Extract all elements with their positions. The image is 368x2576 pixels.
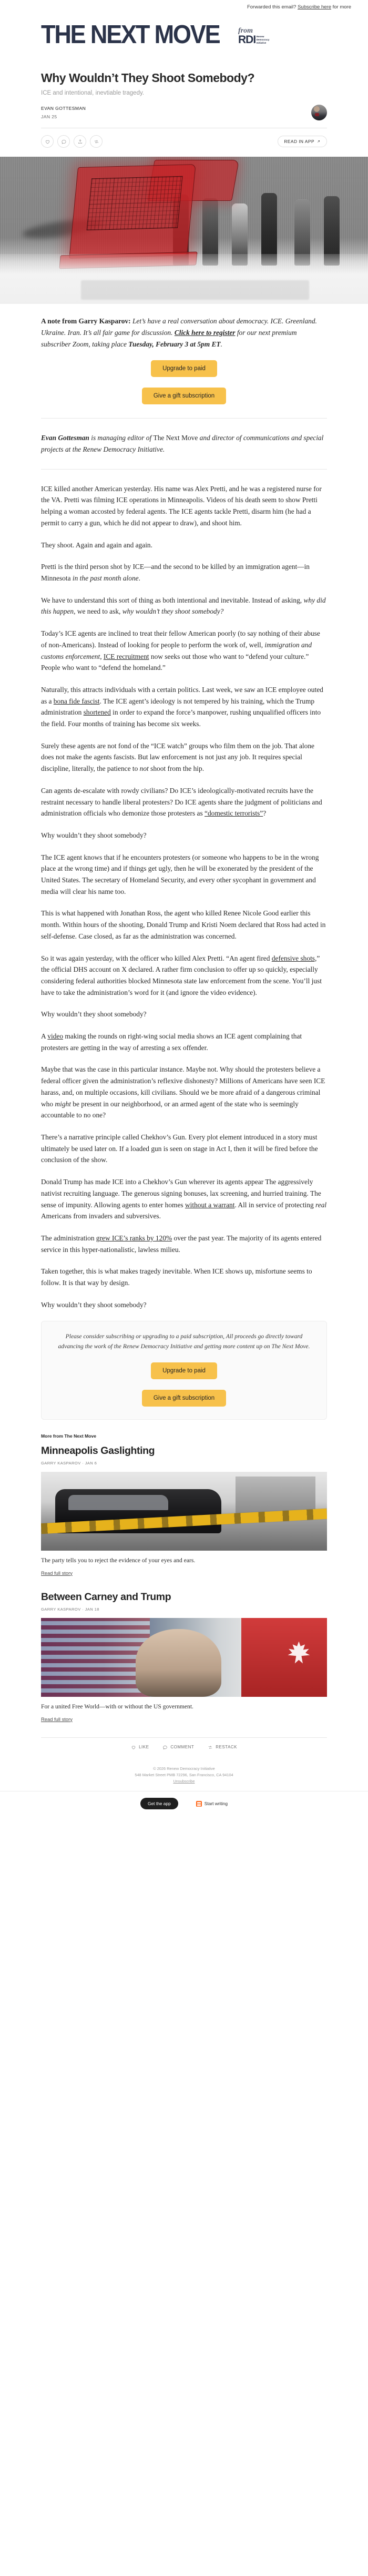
start-writing-label: Start writing — [204, 1801, 228, 1807]
gift-subscription-button-top[interactable]: Give a gift subscription — [142, 388, 226, 404]
restack-icon — [208, 1745, 213, 1750]
bottom-comment-button[interactable] — [162, 1745, 194, 1750]
body-paragraph — [41, 561, 327, 584]
body-paragraph — [41, 852, 327, 898]
body-text: over the past year. The majority of its agents entered service in this hyper-nationalistic, lawless milieu. — [41, 1234, 322, 1254]
body-paragraph — [41, 628, 327, 674]
upgrade-to-paid-button-top[interactable]: Upgrade to paid — [151, 360, 217, 377]
body-text: now seeks out those who want to “defend your culture.” People who want to “defend the homeland.” — [41, 652, 309, 672]
kasparov-note — [41, 315, 327, 350]
body-text: A — [41, 1032, 48, 1041]
author-bio-text-2: and director of communications and special projects at the Renew Democracy Initiative. — [41, 434, 324, 454]
body-text: Why wouldn’t they shoot somebody? — [41, 1010, 147, 1019]
rdi-tagline-line1: Renew — [256, 35, 264, 38]
gift-subscription-button-bottom[interactable]: Give a gift subscription — [142, 1390, 226, 1407]
share-button[interactable] — [74, 135, 86, 148]
body-paragraph — [41, 908, 327, 942]
register-link[interactable]: Click here to register — [174, 328, 236, 337]
inline-link[interactable]: bona fide fascist — [53, 697, 100, 705]
article-header — [0, 71, 368, 156]
emphasis-text: immigration and customs enforcement — [41, 640, 312, 660]
body-paragraph — [41, 539, 327, 551]
body-text: So it was again yesterday, with the officer who killed Alex Pretti. “An agent fired — [41, 954, 272, 962]
rdi-tagline-line3: Initiative — [256, 41, 267, 44]
body-text: , — [100, 652, 104, 660]
inline-link[interactable]: ICE recruitment — [103, 652, 149, 660]
read-full-story-link[interactable]: Read full story — [41, 1570, 73, 1576]
share-icon — [77, 139, 83, 145]
body-text: Pretti is the third person shot by ICE—and the second to be killed by an immigration agent—in Minnesota — [41, 563, 310, 582]
subscribe-callout — [41, 1321, 327, 1419]
comment-icon — [162, 1745, 168, 1750]
us-flag-shape — [41, 1618, 150, 1697]
hero-image — [0, 157, 368, 304]
rdi-row — [238, 35, 269, 45]
hero-shopping-cart — [69, 164, 196, 258]
byline — [41, 105, 327, 120]
heart-icon — [131, 1745, 136, 1750]
body-paragraph — [41, 830, 327, 841]
page-title: Why Wouldn’t They Shoot Somebody? — [41, 71, 254, 85]
body-paragraph — [41, 1009, 327, 1020]
divider — [41, 418, 327, 419]
body-text: The ICE agent knows that if he encounters protesters (or someone who happens to be in the wrong place at the wrong time) and if things get ugly, then he will be exonerated by the president of the United States. The secretary of Homeland Security, and every other sycophant in government and media will clear his name too. — [41, 853, 319, 895]
action-icons — [41, 135, 103, 148]
emphasis-text: might — [55, 1099, 71, 1108]
inline-link[interactable]: “domestic terrorists” — [205, 809, 263, 818]
body-text: Taken together, this is what makes tragedy inevitable. When ICE shows up, misfortune seems to follow. It is that way by design. — [41, 1267, 312, 1287]
article-body — [0, 315, 368, 1757]
post-date: JAN 25 — [41, 114, 57, 120]
more-post-description: The party tells you to reject the evidence of your eyes and ears. — [41, 1556, 196, 1564]
more-post-title: Minneapolis Gaslighting — [41, 1444, 155, 1457]
divider — [41, 469, 327, 470]
post-subtitle: ICE and intentional, inevtiable tragedy. — [41, 90, 145, 97]
forwarded-suffix: for more — [331, 4, 351, 10]
body-text: shoot from the hip. — [148, 765, 205, 773]
body-text: . The ICE agent’s ideology is not tempered by his training, which the Trump administration — [41, 697, 315, 717]
footer-info — [0, 1757, 368, 1791]
body-paragraph — [41, 1266, 327, 1288]
body-paragraph — [41, 684, 327, 730]
body-paragraph — [41, 740, 327, 775]
body-paragraph — [41, 1132, 327, 1166]
publication-title: THE NEXT MOVE — [41, 21, 220, 49]
mailing-address: 548 Market Street PMB 72296, San Francisco, CA 94104 — [135, 1772, 233, 1777]
author-bio-text-1: is managing editor of — [89, 434, 154, 442]
body-text: ” the official DHS account on X declared. A rather firm conclusion to offer up so quickly, especially considering federal authorities blocked Minnesota state law enforcement from the scene. You’ll just have to take the administration’s word for it (and ignore the video evidence). — [41, 954, 322, 996]
from-label: from — [238, 27, 253, 35]
upgrade-to-paid-button-bottom[interactable]: Upgrade to paid — [151, 1362, 217, 1379]
restack-icon — [94, 139, 99, 145]
inline-link[interactable]: video — [47, 1032, 64, 1041]
avatar — [311, 105, 327, 120]
body-text: ? — [263, 809, 267, 818]
body-text: This is what happened with Jonathan Ross, the agent who killed Renee Nicole Good earlier this month. Within hours of the shooting, Donald Trump and Kristi Noem declared that Ross had acted in self-defense. Case closed, as far as the administration was concerned. — [41, 909, 326, 940]
rdi-lockup — [238, 27, 269, 46]
body-text: The administration — [41, 1234, 96, 1242]
action-bar — [41, 128, 327, 156]
arrow-up-right-icon — [316, 139, 321, 144]
rdi-tagline-line2: Democracy — [256, 38, 270, 41]
copyright: © 2026 Renew Democracy Initiative — [153, 1766, 215, 1771]
body-paragraph — [41, 953, 327, 999]
author-name: EVAN GOTTESMAN — [41, 106, 86, 111]
author-bio-name: Evan Gottesman — [41, 434, 89, 442]
body-text: Surely these agents are not fond of the “ICE watch” groups who film them on the job. That alone does not make the agents fascists. But law enforcement is not just any job. It requires special discipline, literally, the patience to — [41, 741, 314, 773]
body-text: Maybe that was the case in this particular instance. Maybe not. Why should the protesters believe a federal officer given the administration’s reflexive dishonesty? Millions of Americans have seen ICE harass, and, on multiple occasions, kill civilians. Should we be more afraid of a dangerous criminal who — [41, 1065, 325, 1108]
more-post-image — [41, 1472, 327, 1551]
hero-road-marking — [81, 280, 309, 299]
byline-text — [41, 106, 86, 119]
canada-flag-shape — [241, 1618, 327, 1697]
substack-icon — [196, 1801, 202, 1807]
inline-link[interactable]: shortened — [83, 708, 111, 717]
heart-icon — [45, 139, 50, 145]
body-text: Why wouldn’t they shoot somebody? — [41, 1300, 147, 1309]
rdi-tagline — [257, 35, 270, 45]
more-post-image — [41, 1618, 327, 1697]
body-text: We have to understand this sort of thing as both intentional and inevitable. Instead of asking, — [41, 596, 304, 604]
more-post-meta: GARRY KASPAROV · JAN 18 — [41, 1606, 99, 1612]
subscribe-callout-text: Please consider subscribing or upgrading to a paid subscription, All proceeds go directly toward advancing the work of the Renew Democracy Initiative and getting more content up on The Next Move. — [58, 1333, 310, 1350]
body-paragraph — [41, 1064, 327, 1121]
body-text: Today’s ICE agents are inclined to treat their fellow American poorly (to say nothing of their abuse of non-Americans). Instead of looking for people to perform the work of, well, — [41, 629, 320, 649]
bottom-restack-button[interactable] — [208, 1745, 237, 1750]
body-text: There’s a narrative principle called Chekhov’s Gun. Every plot element introduced in a story must ultimately be used later on. If a loaded gun is seen on stage in Act I, then it will be fired before the conclusion of the show. — [41, 1133, 318, 1164]
more-from-label: More from The Next Move — [41, 1433, 97, 1439]
rdi-logo: RDI — [238, 34, 256, 46]
body-text: . All in service of protecting — [234, 1200, 316, 1209]
bottom-like-label: LIKE — [139, 1745, 149, 1750]
kasparov-note-lead: A note from Garry Kasparov: — [41, 317, 131, 325]
body-paragraph — [41, 483, 327, 529]
body-text: . — [138, 574, 140, 582]
body-text: Americans from invaders and subversives. — [41, 1212, 161, 1220]
subscribe-here-link[interactable]: Subscribe here — [298, 4, 331, 10]
body-text: in order to expand the force’s manpower, rushing unqualified officers into the field. Four months of training has become six weeks. — [41, 708, 321, 728]
portrait-shape — [136, 1629, 221, 1697]
body-paragraph — [41, 1031, 327, 1053]
emphasis-text: in the past month alone — [72, 574, 139, 582]
body-paragraph — [41, 595, 327, 617]
masthead — [0, 12, 368, 51]
read-in-app-label: READ IN APP — [284, 139, 314, 145]
bottom-action-bar — [41, 1738, 327, 1757]
more-post-title: Between Carney and Trump — [41, 1591, 171, 1603]
bottom-comment-label: COMMENT — [170, 1745, 195, 1750]
inline-link[interactable]: defensive shots, — [271, 954, 317, 962]
body-text: making the rounds on right-wing social media shows an ICE agent complaining that protesters are getting in the way of arresting a sex offender. — [41, 1032, 302, 1052]
emphasis-text: why did this happen — [41, 596, 326, 616]
body-text: ICE killed another American yesterday. His name was Alex Pretti, and he was a registered nurse for the VA. Pretti was filming ICE operations in Minneapolis. Videos of his death seem to show Pretti helping a woman accosted by federal agents. The ICE agents tackle Pretti, disarm him (he had a permit to carry a gun, which he did not appear to draw), and shoot him. — [41, 484, 322, 527]
read-full-story-link[interactable]: Read full story — [41, 1716, 73, 1722]
kasparov-note-body-2: for our next premium subscriber Zoom, taking place — [41, 328, 297, 348]
body-paragraph — [41, 1176, 327, 1222]
restack-button[interactable] — [90, 135, 103, 148]
more-post-carney[interactable] — [41, 1591, 327, 1724]
read-in-app-button[interactable] — [278, 136, 327, 147]
inline-link[interactable]: without a warrant — [185, 1200, 235, 1209]
body-text: Can agents de-escalate with rowdy civilians? Do ICE’s ideologically-motivated recruits have the restraint necessary to handle liberal protesters? Do ICE agents share the judgment of politicians and administration officials who demonize those protesters as — [41, 786, 322, 818]
body-paragraphs — [41, 483, 327, 1311]
comment-icon — [61, 139, 67, 145]
like-button[interactable] — [41, 135, 54, 148]
body-paragraph — [41, 1299, 327, 1311]
author-bio — [41, 432, 327, 455]
bottom-restack-label: RESTACK — [216, 1745, 237, 1750]
get-the-app-button[interactable]: Get the app — [140, 1798, 178, 1809]
body-paragraph — [41, 1233, 327, 1255]
inline-link[interactable]: grew ICE’s ranks by 120% — [96, 1234, 172, 1242]
body-text: Naturally, this attracts individuals with a certain politics. Last week, we saw an ICE employee outed as a — [41, 685, 323, 705]
more-post-meta: GARRY KASPAROV · JAN 6 — [41, 1460, 97, 1465]
body-paragraph — [41, 785, 327, 819]
body-text: Donald Trump has made ICE into a Chekhov’s Gun wherever its agents appear The aggressively nativist recruiting language. The generous signing bonuses, lax screening, and hurried training. The sense of impunity. Allowing agents to enter homes — [41, 1178, 321, 1209]
body-text: Why wouldn’t they shoot somebody? — [41, 831, 147, 839]
body-text: be present in our neighborhood, or an armed agent of the state who is seemingly accountable to no one? — [41, 1099, 299, 1119]
emphasis-text: real — [315, 1200, 327, 1209]
kasparov-note-time: Tuesday, February 3 at 5pm ET — [128, 340, 221, 348]
footer-bar — [0, 1791, 368, 1818]
emphasis-text: not — [139, 765, 149, 773]
body-text: , we need to ask, — [74, 607, 122, 616]
start-writing-button[interactable] — [196, 1801, 228, 1807]
kasparov-note-body-3: . — [220, 340, 222, 348]
kasparov-note-body-1: Let’s have a real conversation about democracy. ICE. Greenland. Ukraine. Iran. It’s all fair game for discussion. — [41, 317, 317, 337]
comment-button[interactable] — [57, 135, 70, 148]
more-post-minneapolis[interactable] — [41, 1445, 327, 1577]
forwarded-bar — [0, 0, 368, 12]
emphasis-text: why wouldn’t they shoot somebody? — [122, 607, 224, 616]
building-shape — [236, 1477, 315, 1514]
bottom-like-button[interactable] — [131, 1745, 149, 1750]
author-bio-publication: The Next Move — [153, 434, 198, 442]
body-text: They shoot. Again and again and again. — [41, 541, 152, 549]
more-post-description: For a united Free World—with or without the US government. — [41, 1703, 193, 1710]
unsubscribe-link[interactable]: Unsubscribe — [173, 1778, 195, 1784]
forwarded-prefix: Forwarded this email? — [247, 4, 297, 10]
